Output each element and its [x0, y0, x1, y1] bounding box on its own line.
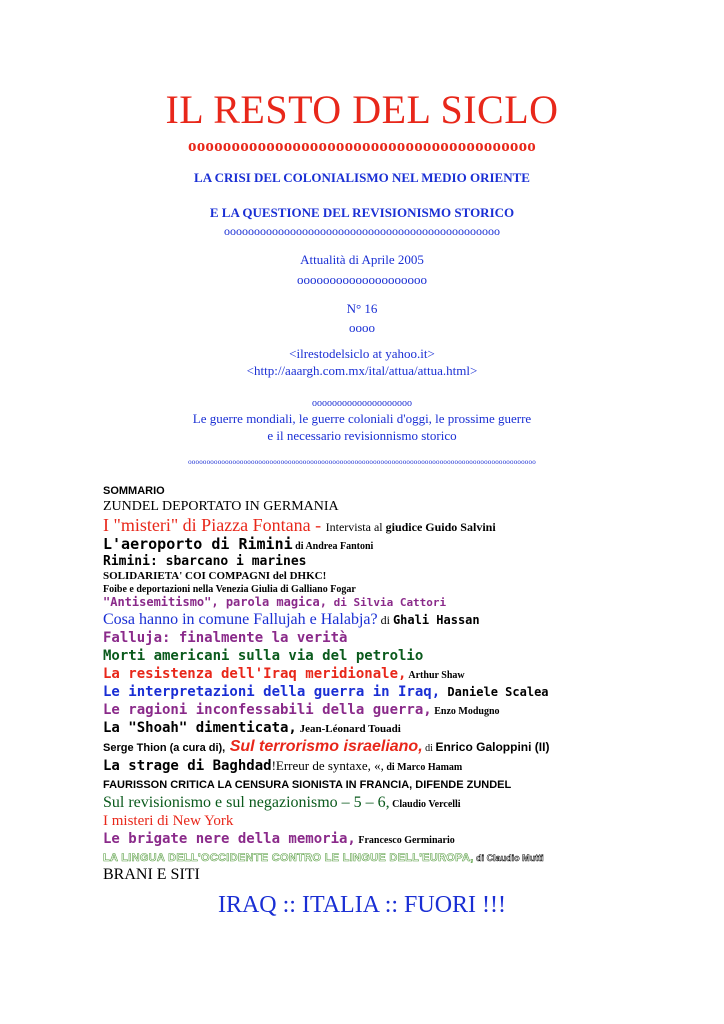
toc-item[interactable]: [103, 830, 703, 848]
toc-item[interactable]: [103, 719, 703, 737]
toc-item-author: di Silvia Cattori: [326, 596, 447, 609]
table-of-contents: [103, 484, 703, 884]
toc-item-note: Intervista al: [325, 520, 386, 534]
toc-item-author: Francesco Germinario: [355, 835, 455, 846]
toc-item[interactable]: [103, 793, 703, 812]
toc-item-editor: Serge Thion (a cura di),: [103, 742, 226, 754]
toc-item[interactable]: [103, 701, 703, 719]
toc-item-title: Sul revisionismo e sul negazionismo – 5 – 6,: [103, 794, 390, 811]
toc-item[interactable]: [103, 812, 703, 830]
number-ornament: oooo: [349, 320, 375, 335]
toc-item[interactable]: [103, 568, 703, 581]
toc-item-author: Claudio Vercelli: [389, 799, 461, 810]
toc-item-title: Morti americani sulla via del petrolio: [103, 648, 424, 664]
toc-item[interactable]: [103, 647, 703, 665]
toc-item-title: I "misteri" di Piazza Fontana -: [103, 515, 326, 535]
toc-item-title: I misteri di New York: [103, 813, 234, 829]
issue-number: N° 16: [346, 301, 378, 316]
toc-item-author: Arthur Shaw: [406, 670, 465, 681]
toc-item-title: ZUNDEL DEPORTATO IN GERMANIA: [103, 499, 339, 514]
toc-heading: SOMMARIO: [103, 485, 165, 497]
toc-item[interactable]: [103, 581, 703, 594]
issue-date: Attualità di Aprile 2005: [300, 252, 424, 267]
toc-item[interactable]: [103, 756, 703, 775]
toc-item-note: !Erreur de syntaxe, «,: [271, 758, 384, 773]
toc-item-title: La resistenza dell'Iraq meridionale,: [103, 666, 407, 682]
toc-item-note: di: [422, 743, 436, 754]
toc-item[interactable]: [103, 594, 703, 610]
subtitle-colonialism: LA CRISI DEL COLONIALISMO NEL MEDIO ORIENTE: [194, 170, 530, 185]
subtitle-revisionism: E LA QUESTIONE DEL REVISIONISMO STORICO: [209, 205, 515, 220]
toc-item-author: Jean-Léonard Touadi: [296, 723, 401, 735]
toc-item-title: Le brigate nere della memoria,: [103, 831, 356, 847]
title-ornament: oooooooooooooooooooooooooooooooooooooooo: [188, 136, 536, 155]
toc-item-title: Sul terrorismo israeliano,: [225, 738, 423, 755]
toc-item-title: La "Shoah" dimenticata,: [103, 720, 297, 736]
toc-item-author: Ghali Hassan: [392, 613, 480, 627]
toc-item-author: Daniele Scalea: [440, 685, 549, 699]
toc-item-title: Rimini: sbarcano i marines: [103, 554, 307, 569]
toc-item-author: di Claudio Mutti: [473, 853, 544, 863]
toc-item[interactable]: [103, 775, 703, 793]
toc-item[interactable]: [103, 848, 703, 866]
toc-item-title: Le ragioni inconfessabili della guerra,: [103, 702, 432, 718]
footer-slogan: IRAQ :: ITALIA :: FUORI !!!: [217, 892, 507, 918]
toc-item[interactable]: [103, 629, 703, 647]
toc-item-title: La strage di Baghdad: [103, 758, 272, 774]
toc-item[interactable]: [103, 553, 703, 568]
subtitle-ornament: oooooooooooooooooooooooooooooooooooooooooooooo: [224, 224, 500, 238]
wars-line-1: Le guerre mondiali, le guerre coloniali d'oggi, le prossime guerre: [192, 411, 532, 426]
toc-item-author: Enrico Galoppini (II): [435, 740, 550, 754]
toc-item-author: di Andrea Fantoni: [292, 541, 374, 552]
toc-item-title: Falluja: finalmente la verità: [103, 630, 348, 646]
bottom-ornament: oooooooooooooooooooooooooooooooooooooooooooooooooooooooooooooooooooooooooooooooooooooooooooooo: [188, 458, 536, 466]
toc-item[interactable]: [103, 737, 703, 756]
toc-item-author: di Marco Hamam: [383, 762, 463, 773]
toc-item[interactable]: [103, 866, 703, 884]
toc-item[interactable]: [103, 610, 703, 629]
issue-ornament: oooooooooooooooooooo: [297, 272, 427, 287]
toc-item-title: Le interpretazioni della guerra in Iraq,: [103, 684, 441, 700]
wars-line-2: e il necessario revisionnismo storico: [267, 428, 457, 443]
toc-item-title: Cosa hanno in comune Fallujah e Halabja?: [103, 611, 378, 628]
newsletter-title: IL RESTO DEL SICLO: [165, 87, 559, 132]
website-link[interactable]: <http://aaargh.com.mx/ital/attua/attua.html>: [246, 363, 478, 378]
toc-item-title: BRANI E SITI: [103, 866, 200, 883]
toc-item[interactable]: [103, 683, 703, 701]
toc-item-title: LA LINGUA DELL'OCCIDENTE CONTRO LE LINGUE DELL'EUROPA,: [103, 852, 474, 864]
toc-item-title: Foibe e deportazioni nella Venezia Giulia di Galliano Fogar: [103, 584, 356, 595]
toc-item-author: Enzo Modugno: [431, 706, 500, 717]
toc-item[interactable]: [103, 499, 703, 515]
toc-item-author: giudice Guido Salvini: [385, 520, 496, 534]
toc-item-note: di: [377, 613, 393, 627]
toc-item[interactable]: [103, 665, 703, 683]
toc-item[interactable]: [103, 515, 703, 535]
toc-item-title: FAURISSON CRITICA LA CENSURA SIONISTA IN FRANCIA, DIFENDE ZUNDEL: [103, 779, 512, 791]
wars-ornament: oooooooooooooooooooo: [312, 398, 412, 409]
toc-item-title: SOLIDARIETA' COI COMPAGNI del DHKC!: [103, 570, 327, 582]
toc-item[interactable]: [103, 535, 703, 553]
toc-item-title: "Antisemitismo", parola magica,: [103, 595, 327, 609]
toc-item-title: L'aeroporto di Rimini: [103, 535, 293, 553]
contact-email[interactable]: <ilrestodelsiclo at yahoo.it>: [289, 346, 435, 361]
